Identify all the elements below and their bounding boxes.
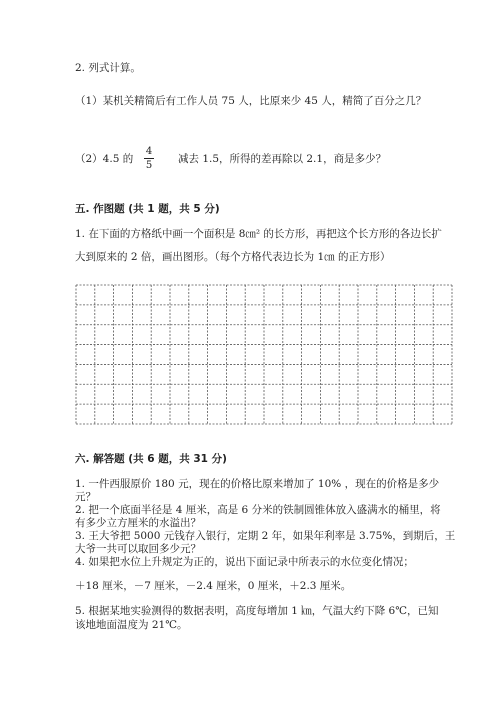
section-5-question-line-2: 大到原来的 2 倍，画出图形。（每个方格代表边长为 1㎝ 的正方形） [75, 251, 391, 263]
question-2-item-2-suffix: 减去 1.5，所得的差再除以 2.1，商是多少？ [178, 153, 387, 165]
question-2-item-1: （1）某机关精简后有工作人员 75 人，比原来少 45 人，精简了百分之几？ [75, 95, 427, 107]
section-6-heading: 六. 解答题 (共 6 题，共 31 分) [75, 453, 227, 465]
problem-2-line-1: 2. 把一个底面半径是 4 厘米，高是 6 分米的铁制圆锥体放入盛满水的桶里，将 [75, 504, 441, 516]
fraction-bar [144, 158, 154, 159]
problem-3-line-1: 3. 王大爷把 5000 元钱存入银行，定期 2 年，如果年利率是 3.75%，到期后，王 [75, 530, 456, 542]
question-2-title: 2. 列式计算。 [75, 62, 141, 74]
fraction-four-fifths [142, 146, 156, 171]
problem-4-line-1: 4. 如果把水位上升规定为正的，说出下面记录中所表示的水位变化情况； [75, 556, 414, 568]
section-5-question-line-1: 1. 在下面的方格纸中画一个面积是 8㎝² 的长方形，再把这个长方形的各边长扩 [75, 228, 442, 240]
problem-4-line-2: ＋18 厘米，－7 厘米，－2.4 厘米，0 厘米，＋2.3 厘米。 [75, 580, 352, 592]
section-5-heading: 五. 作图题 (共 1 题，共 5 分) [75, 203, 220, 215]
problem-5-line-2: 该地地面温度为 21℃。 [75, 619, 188, 631]
drawing-grid [75, 284, 453, 425]
problem-3-line-2: 大爷一共可以取回多少元？ [75, 543, 201, 555]
problem-1-line-1: 1. 一件西服原价 180 元，现在的价格比原来增加了 10% ，现在的价格是多少 [75, 478, 440, 490]
problem-2-line-2: 有多少立方厘米的水溢出？ [75, 517, 201, 529]
problem-5-line-1: 5. 根据某地实验测得的数据表明，高度每增加 1 ㎞，气温大约下降 6℃，已知 [75, 605, 439, 617]
fraction-numerator: 4 [145, 146, 153, 157]
question-2-item-2-prefix: （2）4.5 的 [75, 153, 134, 165]
fraction-denominator: 5 [145, 160, 153, 171]
problem-1-line-2: 元？ [75, 491, 96, 503]
